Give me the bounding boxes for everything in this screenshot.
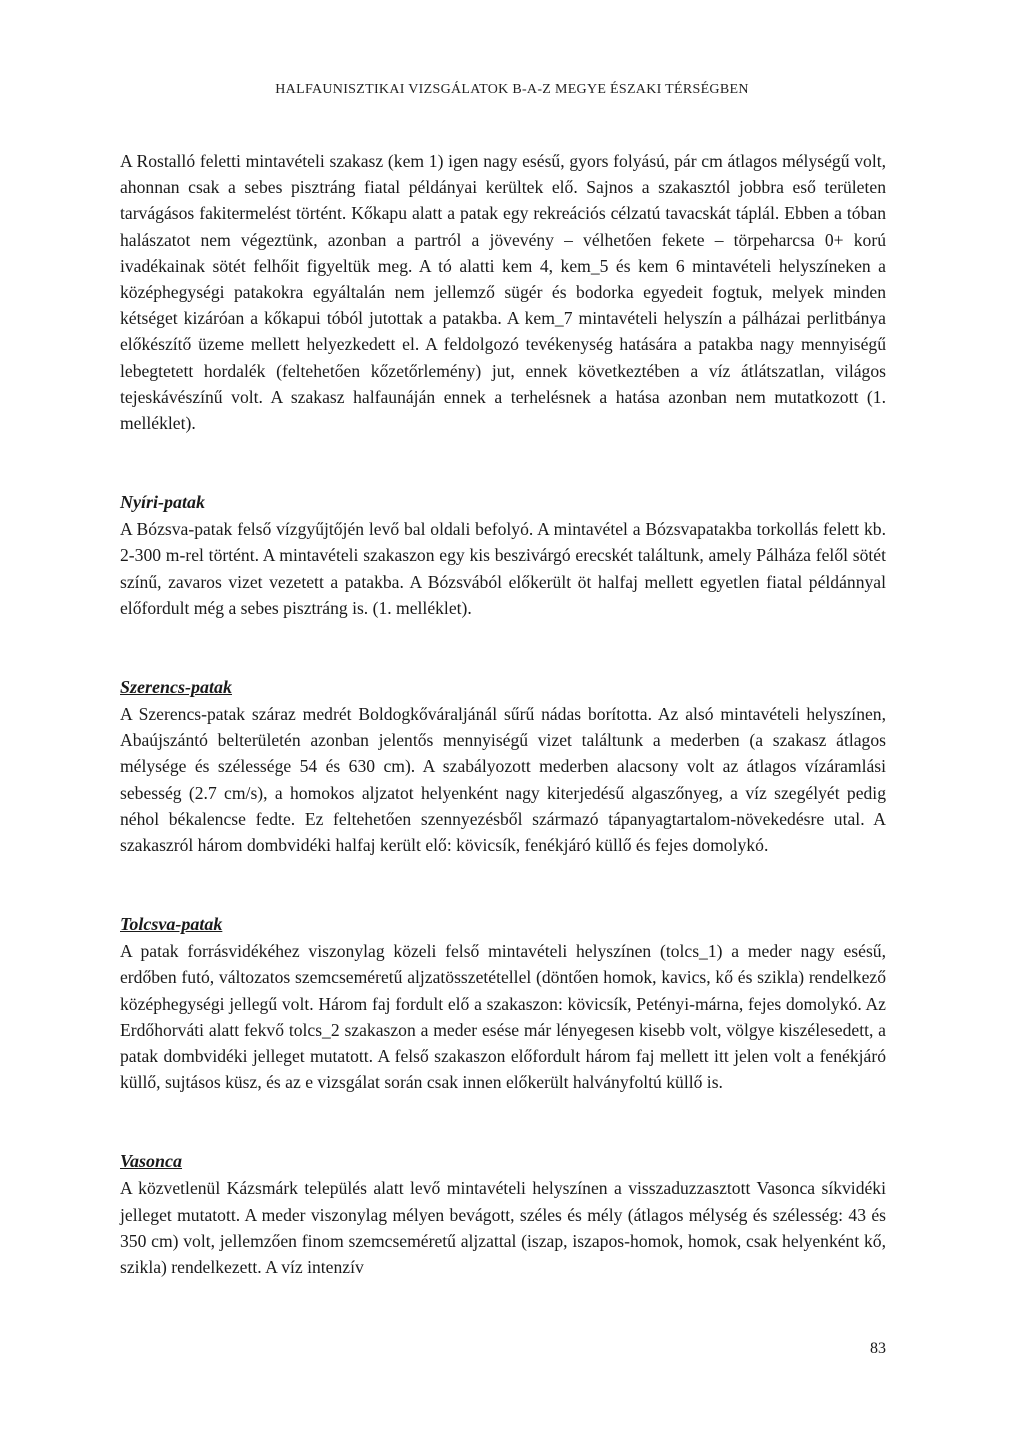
section-paragraph: A Szerencs-patak száraz medrét Boldogkőváraljánál sűrű nádas borította. Az alsó mintavételi helyszínen, Abaújszántó belterületén azonban jelentős mennyiségű vizet találtunk a mederben (a szakasz átlagos mélysége és szélessége 54 és 630 cm). A szabályozott mederben alacsony volt az átlagos vízáramlási sebesség (2.7 cm/s), a homokos aljzatot helyenként nagy kiterjedésű algaszőnyeg, a víz szegélyét pedig néhol békalencse fedte. Ez feltehetően szennyezésből származó tápanyagtartalom-növekedésre utal. A szakaszról három dombvidéki halfaj került elő: kövicsík, fenékjáró küllő és fejes domolykó. xyxy=(120,704,886,856)
section-szerencs-patak xyxy=(120,675,886,858)
section-heading: Szerencs-patak xyxy=(120,677,232,698)
section-vasonca xyxy=(120,1149,886,1280)
section-heading: Tolcsva-patak xyxy=(120,914,223,935)
section-paragraph: A Bózsva-patak felső vízgyűjtőjén levő bal oldali befolyó. A mintavétel a Bózsvapatakba torkollás felett kb. 2-300 m-rel történt. A mintavételi szakaszon egy kis beszivárgó erecskét találtunk, amely Pálháza felől sötét színű, zavaros vizet vezetett a patakba. A Bózsvából előkerült öt halfaj mellett egyetlen fiatal példánnyal előfordult még a sebes pisztráng is. (1. melléklet). xyxy=(120,519,886,618)
page-number: 83 xyxy=(870,1340,886,1357)
intro-paragraph: A Rostalló feletti mintavételi szakasz (kem 1) igen nagy esésű, gyors folyású, pár cm átlagos mélységű volt, ahonnan csak a sebes pisztráng fiatal példányai kerültek elő. Sajnos a szakasztól jobbra eső területen tarvágásos fakitermelést történt. Kőkapu alatt a patak egy rekreációs célzatú tavacskát táplál. Ebben a tóban halászatot nem végeztünk, azonban a partról a jövevény – vélhetően fekete – törpeharcsa 0+ korú ivadékainak sötét felhőit figyeltük meg. A tó alatti kem 4, kem_5 és kem 6 mintavételi helyszíneken a középhegységi patakokra egyáltalán nem jellemző sügér és bodorka egyedeit fogtuk, melyek minden kétséget kizáróan a kőkapui tóból jutottak a patakba. A kem_7 mintavételi helyszín a pálházai perlitbánya előkészítő üzeme mellett helyezkedett el. A feldolgozó tevékenység hatására a patakba nagy mennyiségű lebegtetett hordalék (feltehetően kőzetőrlemény) jut, ennek következtében a víz átlátszatlan, világos tejeskávészínű volt. A szakasz halfaunáján ennek a terhelésnek a hatása azonban nem mutatkozott (1. melléklet). xyxy=(120,151,886,434)
section-heading: Vasonca xyxy=(120,1151,183,1172)
section-paragraph: A közvetlenül Kázsmárk település alatt levő mintavételi helyszínen a visszaduzzasztott Vasonca síkvidéki jelleget mutatott. A meder viszonylag mélyen bevágott, széles és mély (átlagos mélység és szélesség: 43 és 350 cm) volt, jellemzően finom szemcseméretű aljzattal (iszap, iszapos-homok, homok, csak helyenként kő, szikla) rendelkezett. A víz intenzív xyxy=(120,1178,886,1278)
section-tolcsva-patak xyxy=(120,912,886,1095)
section-nyiri-patak xyxy=(120,490,886,621)
section-heading: Nyíri-patak xyxy=(120,492,205,513)
document-body xyxy=(120,148,886,1280)
section-paragraph: A patak forrásvidékéhez viszonylag közeli felső mintavételi helyszínen (tolcs_1) a meder nagy esésű, erdőben futó, változatos szemcseméretű aljzatösszetétellel (döntően homok, kavics, kő és szikla) rendelkező középhegységi jellegű volt. Három faj fordult elő a szakaszon: kövicsík, Petényi-márna, fejes domolykó. Az Erdőhorváti alatt fekvő tolcs_2 szakaszon a meder esése már lényegesen kisebb volt, völgye kiszélesedett, a patak dombvidéki jelleget mutatott. A felső szakaszon előfordult három faj mellett itt jelen volt a fenékjáró küllő, sujtásos küsz, és az e vizsgálat során csak innen előkerült halványfoltú küllő is. xyxy=(120,941,886,1093)
running-header: HALFAUNISZTIKAI VIZSGÁLATOK B-A-Z MEGYE ÉSZAKI TÉRSÉGBEN xyxy=(275,82,749,97)
